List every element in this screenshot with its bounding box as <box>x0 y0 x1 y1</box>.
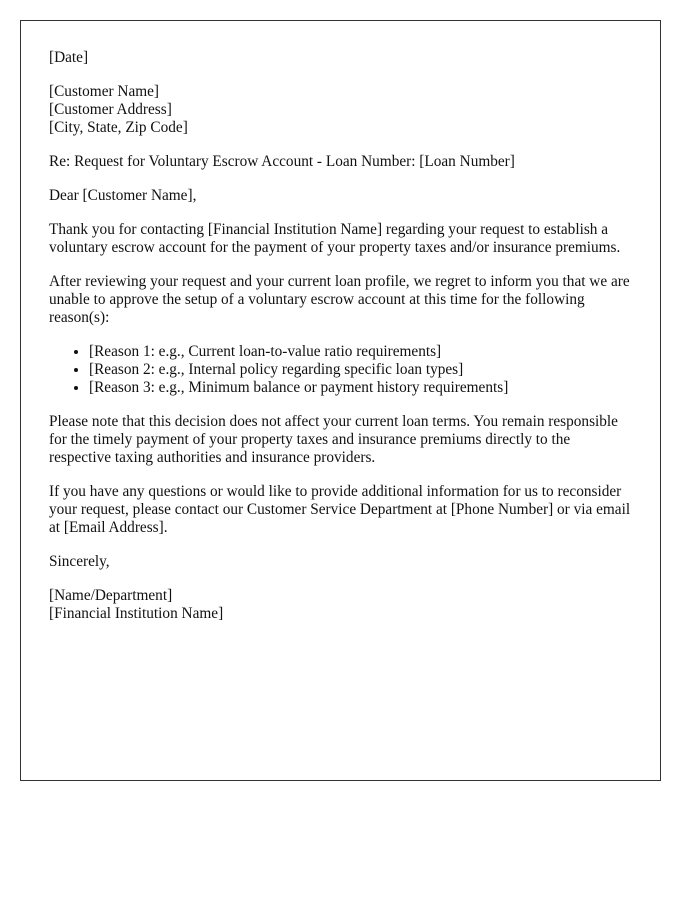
signature-block <box>49 587 632 623</box>
recipient-address: [Customer Address] <box>49 101 172 118</box>
recipient-city-state-zip: [City, State, Zip Code] <box>49 119 188 136</box>
recipient-name: [Customer Name] <box>49 83 160 100</box>
signature-institution: [Financial Institution Name] <box>49 605 224 622</box>
signature-name-department: [Name/Department] <box>49 587 173 604</box>
recipient-block <box>49 83 632 137</box>
paragraph-note: Please note that this decision does not affect your current loan terms. You remain responsible for the timely payment of your property taxes and insurance premiums directly to the respective taxing authorities and insurance providers. <box>49 413 618 466</box>
paragraph-intro: Thank you for contacting [Financial Institution Name] regarding your request to establish a voluntary escrow account for the payment of your property taxes and/or insurance premiums. <box>49 221 621 256</box>
reason-item: • [Reason 1: e.g., Current loan-to-value ratio requirements] <box>89 343 632 361</box>
reason-item: • [Reason 2: e.g., Internal policy regarding specific loan types] <box>89 361 632 379</box>
salutation: Dear [Customer Name], <box>49 187 197 204</box>
reasons-list <box>49 343 632 397</box>
reason-item: • [Reason 3: e.g., Minimum balance or payment history requirements] <box>89 379 632 397</box>
paragraph-contact: If you have any questions or would like to provide additional information for us to reconsider your request, please contact our Customer Service Department at [Phone Number] or via email at [Email Address]. <box>49 483 631 536</box>
subject-line: Re: Request for Voluntary Escrow Account - Loan Number: [Loan Number] <box>49 153 515 170</box>
letter-date: [Date] <box>49 49 89 66</box>
closing: Sincerely, <box>49 553 110 570</box>
letter-page <box>20 20 661 781</box>
paragraph-decision: After reviewing your request and your current loan profile, we regret to inform you that we are unable to approve the setup of a voluntary escrow account at this time for the following reason(s): <box>49 273 630 326</box>
